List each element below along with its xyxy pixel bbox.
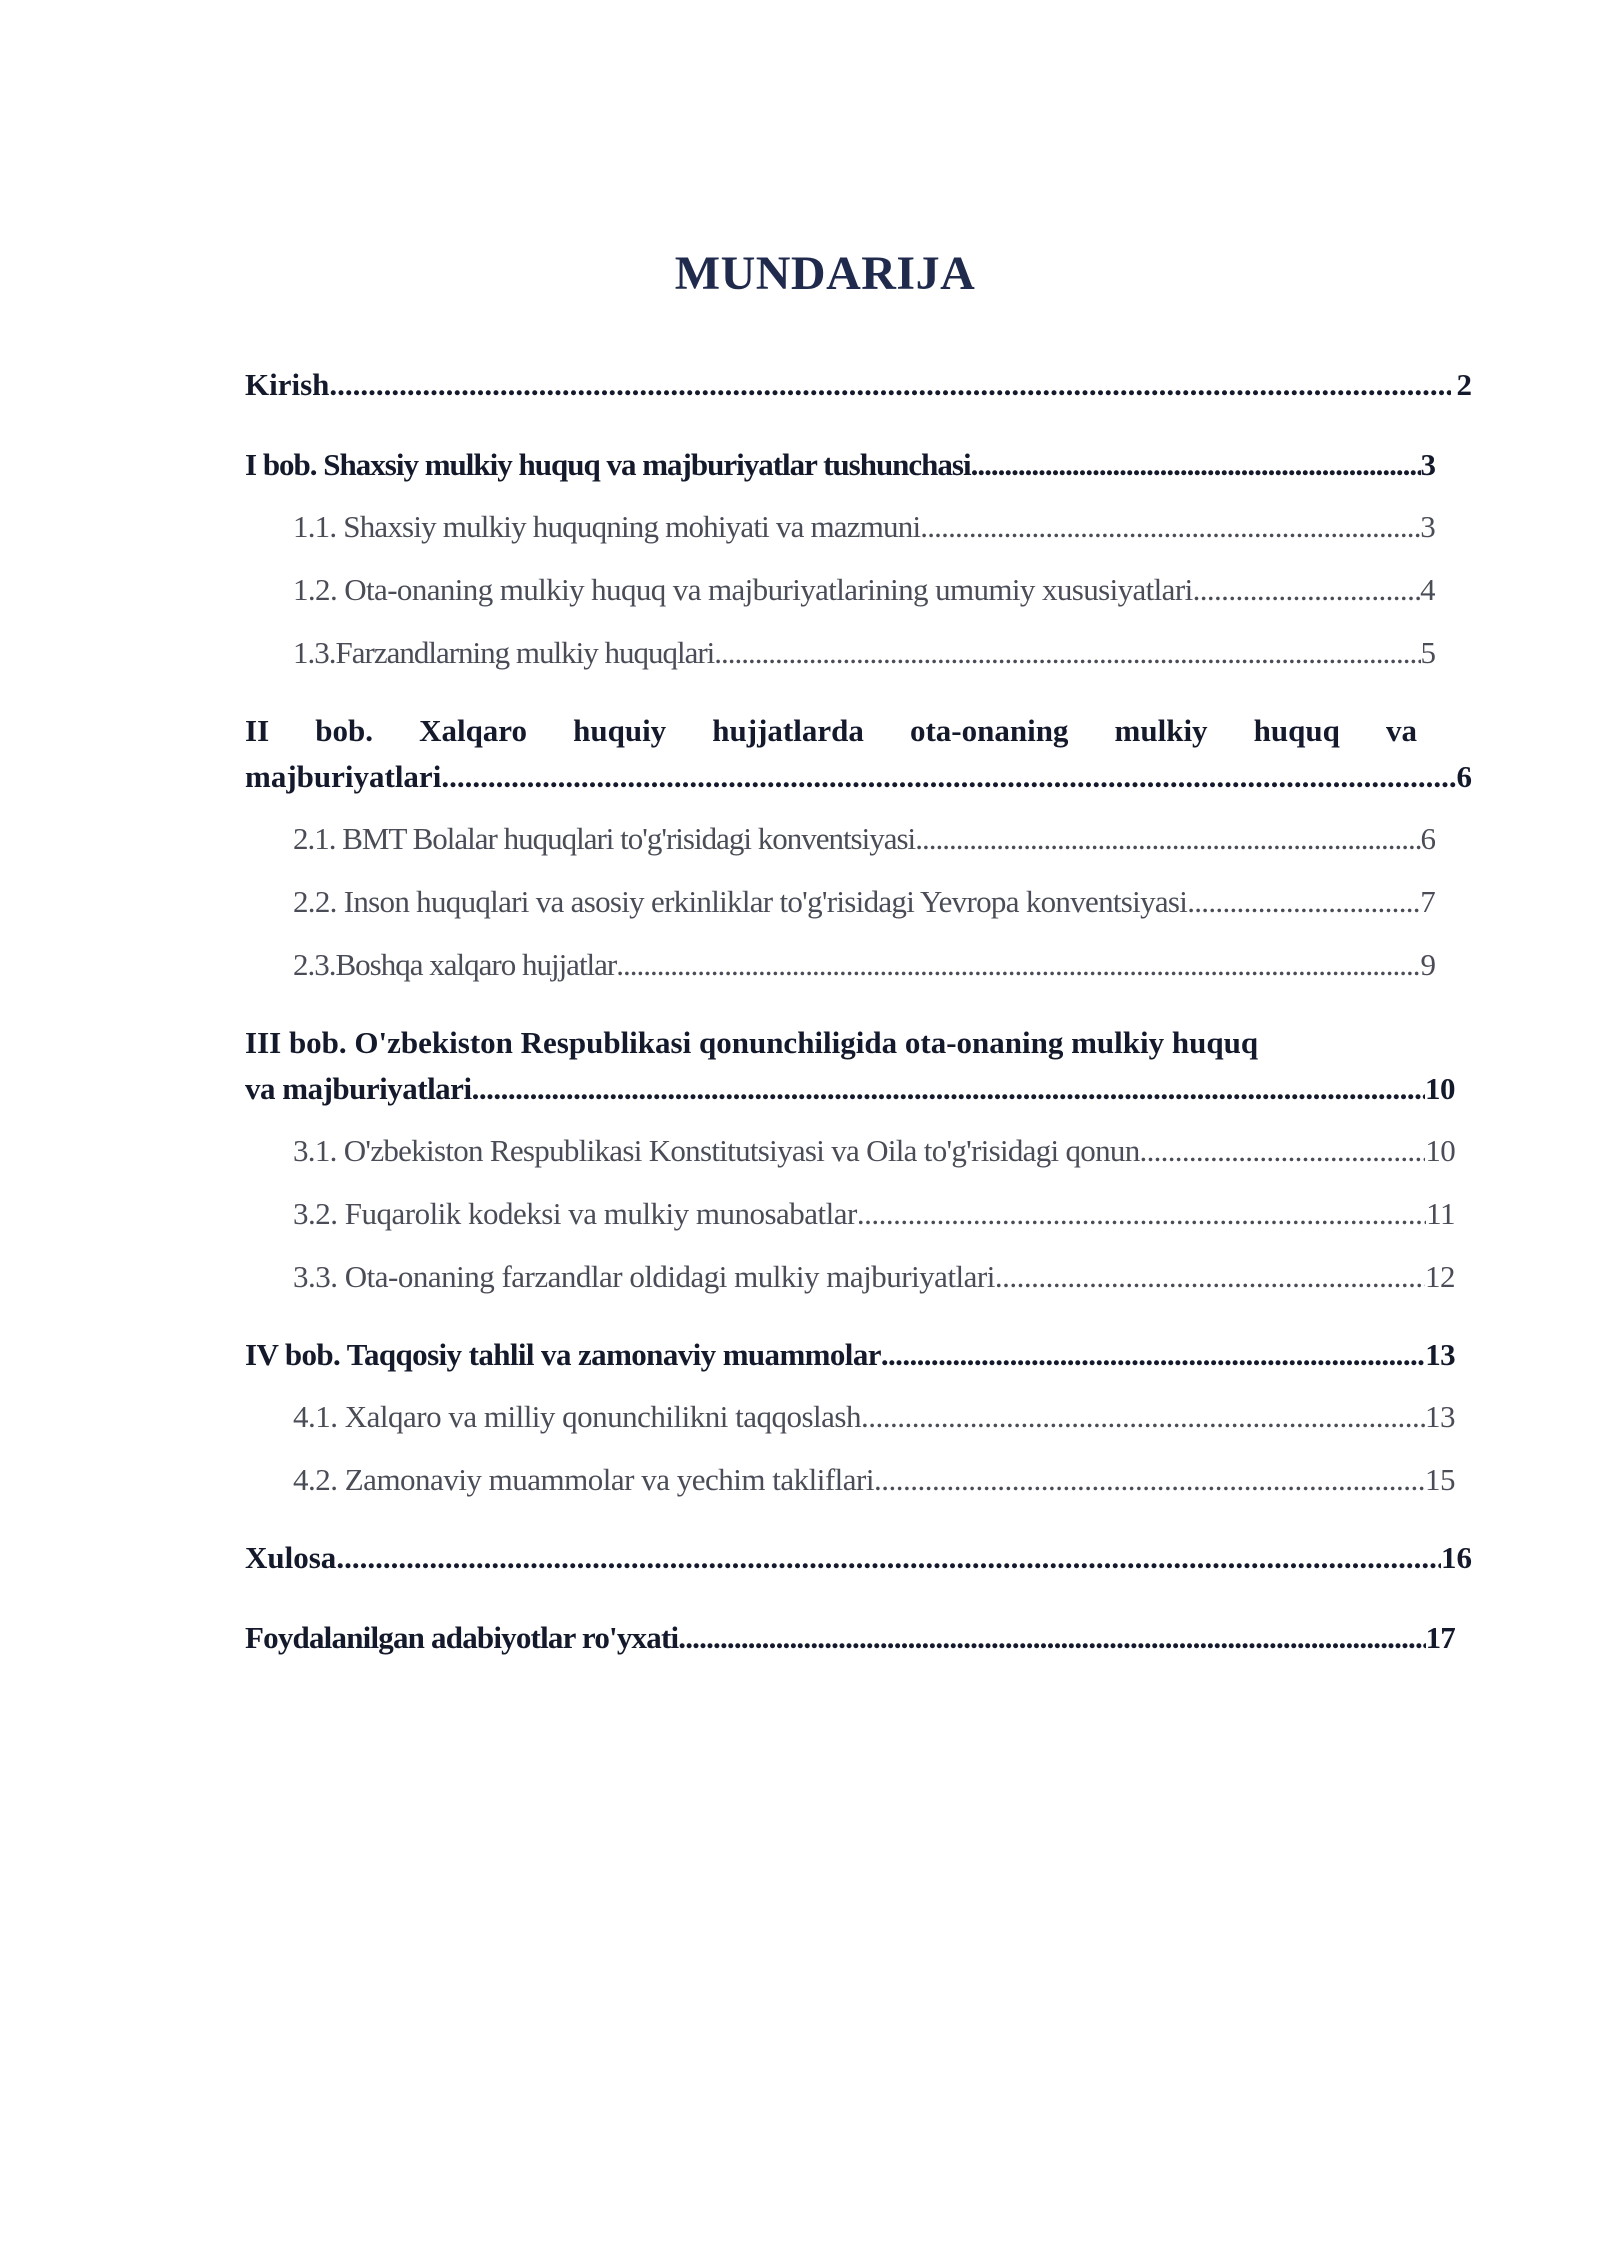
toc-leader-dots [714, 636, 1420, 670]
toc-page-number: 6 [1456, 760, 1472, 794]
toc-entry-label: Foydalanilgan adabiyotlar ro'yxati [245, 1621, 679, 1655]
toc-page-number: 13 [1425, 1338, 1455, 1372]
toc-word: mulkiy [1114, 713, 1208, 748]
toc-entry-section-2-3[interactable] [293, 948, 1435, 982]
toc-word: Xalqaro [419, 713, 528, 748]
toc-leader-dots [329, 368, 1450, 402]
toc-entry-section-3-3[interactable] [293, 1260, 1455, 1294]
toc-entry-label: Xulosa [245, 1541, 337, 1575]
toc-entry-label-line1: III bob. O'zbekiston Respublikasi qonunchiligida ota-onaning mulkiy huquq [245, 1026, 1259, 1060]
toc-entry-label: 1.3.Farzandlarning mulkiy huquqlari [293, 636, 715, 670]
toc-leader-dots [1193, 573, 1421, 607]
toc-leader-dots [874, 1463, 1425, 1497]
toc-entry-label: 4.1. Xalqaro va milliy qonunchilikni taqqoslash [293, 1400, 861, 1434]
toc-leader-dots [616, 948, 1420, 982]
toc-page-number: 6 [1420, 822, 1435, 856]
toc-entry-label: I bob. Shaxsiy mulkiy huquq va majburiyatlar tushunchasi [245, 448, 971, 482]
toc-entry-section-1-1[interactable] [293, 510, 1435, 544]
toc-entry-label: 2.2. Inson huquqlari va asosiy erkinliklar to'g'risidagi Yevropa konventsiyasi [293, 885, 1188, 919]
toc-entry-label: IV bob. Taqqosiy tahlil va zamonaviy muammolar [245, 1338, 881, 1372]
toc-leader-dots [1187, 885, 1420, 919]
toc-leader-dots [1140, 1134, 1426, 1168]
toc-entry-chapter-3[interactable] [245, 1026, 1417, 1060]
toc-page-number: 13 [1425, 1400, 1455, 1434]
toc-leader-dots [995, 1260, 1425, 1294]
toc-leader-dots [336, 1541, 1441, 1575]
toc-word: bob. [315, 713, 373, 748]
toc-entry-label: 3.3. Ota-onaning farzandlar oldidagi mulkiy majburiyatlari [293, 1260, 995, 1294]
toc-entry-section-4-2[interactable] [293, 1463, 1455, 1497]
toc-page-number: 2 [1456, 368, 1472, 402]
toc-leader-dots [861, 1400, 1425, 1434]
toc-word: huquiy [573, 713, 667, 748]
toc-page-number: 10 [1425, 1072, 1455, 1106]
toc-entry-section-4-1[interactable] [293, 1400, 1455, 1434]
toc-entry-label: va majburiyatlari [245, 1072, 472, 1106]
toc-leader-dots [920, 510, 1420, 544]
toc-entry-label: 1.2. Ota-onaning mulkiy huquq va majburiyatlarining umumiy xususiyatlari [293, 573, 1193, 607]
toc-page-number: 17 [1425, 1621, 1455, 1655]
toc-leader-dots [857, 1197, 1426, 1231]
toc-entry-label: 2.1. BMT Bolalar huquqlari to'g'risidagi konventsiyasi [293, 822, 916, 856]
toc-page-number: 3 [1420, 510, 1435, 544]
toc-leader-dots [915, 822, 1420, 856]
toc-page-number: 4 [1420, 573, 1435, 607]
toc-entry-section-2-1[interactable] [293, 822, 1435, 856]
toc-entry-label-line1 [245, 714, 1417, 748]
toc-word: ota-onaning [909, 713, 1069, 748]
toc-entry-chapter-2-line2[interactable] [245, 760, 1472, 794]
toc-page-number: 11 [1426, 1197, 1455, 1231]
toc-entry-label: 4.2. Zamonaviy muammolar va yechim takliflari [293, 1463, 874, 1497]
toc-entry-section-1-3[interactable] [293, 636, 1435, 670]
toc-entry-label: 3.1. O'zbekiston Respublikasi Konstitutsiyasi va Oila to'g'risidagi qonun [293, 1134, 1140, 1168]
toc-entry-label: 3.2. Fuqarolik kodeksi va mulkiy munosabatlar [293, 1197, 857, 1231]
toc-page-number: 10 [1425, 1134, 1455, 1168]
toc-leader-dots [472, 1072, 1425, 1106]
toc-entry-chapter-4[interactable] [245, 1338, 1455, 1372]
toc-entry-label: 1.1. Shaxsiy mulkiy huquqning mohiyati va mazmuni [293, 510, 921, 544]
toc-page-number: 12 [1425, 1260, 1455, 1294]
toc-entry-references[interactable] [245, 1621, 1455, 1655]
toc-page-number: 15 [1425, 1463, 1455, 1497]
toc-page-number: 3 [1420, 448, 1435, 482]
toc-leader-dots [881, 1338, 1425, 1372]
toc-leader-dots [678, 1621, 1425, 1655]
toc-entry-section-3-1[interactable] [293, 1134, 1455, 1168]
toc-entry-label: 2.3.Boshqa xalqaro hujjatlar [293, 948, 617, 982]
toc-entry-kirish[interactable] [245, 368, 1472, 402]
toc-leader-dots [441, 760, 1456, 794]
toc-page-number: 9 [1420, 948, 1435, 982]
toc-entry-label: majburiyatlari [245, 760, 442, 794]
page-title: MUNDARIJA [674, 247, 976, 300]
toc-entry-xulosa[interactable] [245, 1541, 1472, 1575]
toc-word: II [245, 713, 270, 748]
toc-page-number: 16 [1441, 1541, 1472, 1575]
toc-entry-label: Kirish [245, 368, 330, 402]
toc-entry-chapter-2[interactable] [245, 714, 1417, 748]
toc-entry-chapter-1[interactable] [245, 448, 1435, 482]
toc-entry-section-3-2[interactable] [293, 1197, 1455, 1231]
toc-entry-section-2-2[interactable] [293, 885, 1435, 919]
toc-entry-chapter-3-line2[interactable] [245, 1072, 1455, 1106]
toc-word: va [1385, 713, 1417, 748]
toc-leader-dots [971, 448, 1421, 482]
toc-entry-section-1-2[interactable] [293, 573, 1435, 607]
toc-word: hujjatlarda [712, 713, 864, 748]
toc-word: huquq [1253, 713, 1340, 748]
toc-page-number: 5 [1420, 636, 1435, 670]
toc-page-number: 7 [1420, 885, 1435, 919]
